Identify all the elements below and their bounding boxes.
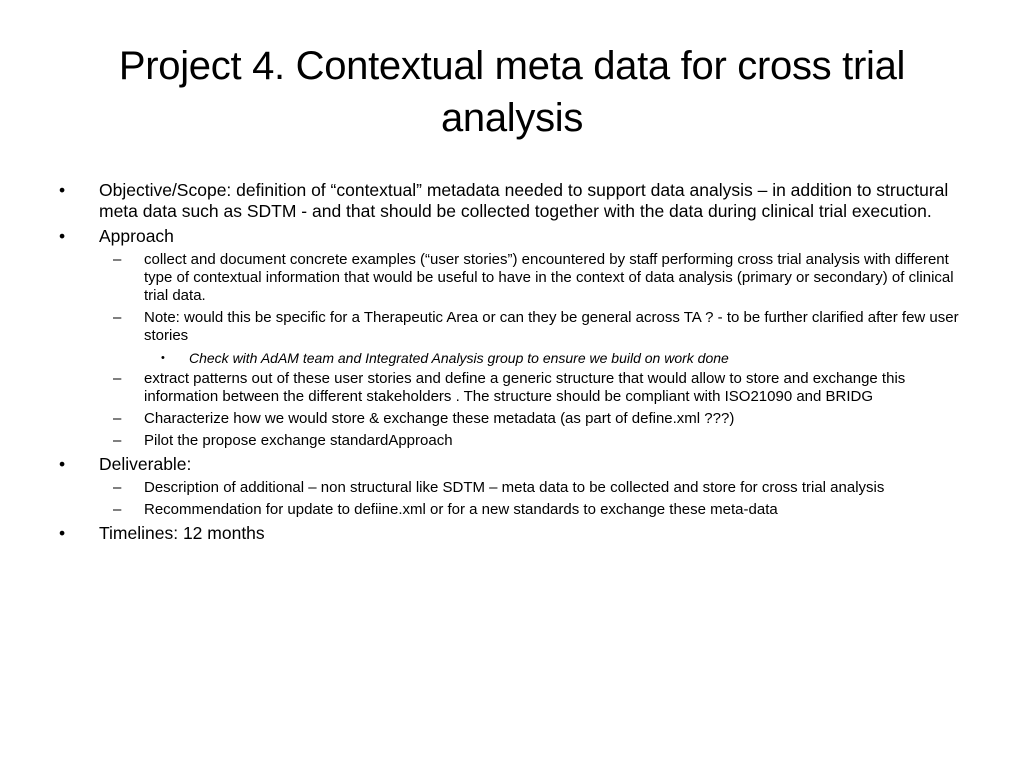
sub-bullet-text: Description of additional – non structural like SDTM – meta data to be collected and store for cross trial analysis xyxy=(144,479,885,496)
dash-icon: – xyxy=(113,501,122,518)
sub-bullet-item xyxy=(57,432,972,450)
bullet-dot-icon: • xyxy=(59,180,66,200)
sub-sub-bullet-item xyxy=(57,349,972,367)
bullet-text: Timelines: 12 months xyxy=(99,523,265,543)
sub-sub-bullet-text: Check with AdAM team and Integrated Analysis group to ensure we build on work done xyxy=(189,350,729,366)
bullet-text: Approach xyxy=(99,226,174,246)
sub-bullet-item xyxy=(57,479,972,497)
sub-bullet-text: extract patterns out of these user stories and define a generic structure that would allow to store and exchange this information between the different stakeholders . The structure should be compliant with ISO21090 and BRIDG xyxy=(144,370,906,405)
bullet-dot-icon: • xyxy=(161,352,165,364)
bullet-dot-icon: • xyxy=(59,226,66,246)
sub-bullet-item xyxy=(57,251,972,305)
sub-bullet-text: Note: would this be specific for a Therapeutic Area or can they be general across TA ? - to be further clarified after few user stories xyxy=(144,309,959,344)
bullet-text: Deliverable: xyxy=(99,454,192,474)
slide-title: Project 4. Contextual meta data for cross trial analysis xyxy=(118,44,906,140)
bullet-text: Objective/Scope: definition of “contextual” metadata needed to support data analysis – in addition to structural meta data such as SDTM - and that should be collected together with the data during clinical trial execution. xyxy=(99,180,949,221)
sub-bullet-item xyxy=(57,309,972,345)
bullet-list xyxy=(57,180,972,548)
bullet-item-approach xyxy=(57,226,972,247)
bullet-item-objective xyxy=(57,180,972,222)
sub-bullet-item xyxy=(57,501,972,519)
dash-icon: – xyxy=(113,410,122,427)
dash-icon: – xyxy=(113,251,122,268)
bullet-dot-icon: • xyxy=(59,454,66,474)
bullet-dot-icon: • xyxy=(59,523,66,543)
dash-icon: – xyxy=(113,370,122,387)
sub-bullet-text: collect and document concrete examples (“user stories”) encountered by staff performing cross trial analysis with different type of contextual information that would be useful to have in the context of data analysis (primary or secondary) of clinical trial data. xyxy=(144,251,954,304)
dash-icon: – xyxy=(113,309,122,326)
bullet-item-deliverable xyxy=(57,454,972,475)
dash-icon: – xyxy=(113,432,122,449)
sub-bullet-item xyxy=(57,410,972,428)
sub-bullet-text: Recommendation for update to defiine.xml or for a new standards to exchange these meta-data xyxy=(144,501,778,518)
dash-icon: – xyxy=(113,479,122,496)
bullet-item-timelines xyxy=(57,523,972,544)
sub-bullet-text: Pilot the propose exchange standardApproach xyxy=(144,432,453,449)
sub-bullet-item xyxy=(57,370,972,406)
sub-bullet-text: Characterize how we would store & exchange these metadata (as part of define.xml ???) xyxy=(144,410,735,427)
